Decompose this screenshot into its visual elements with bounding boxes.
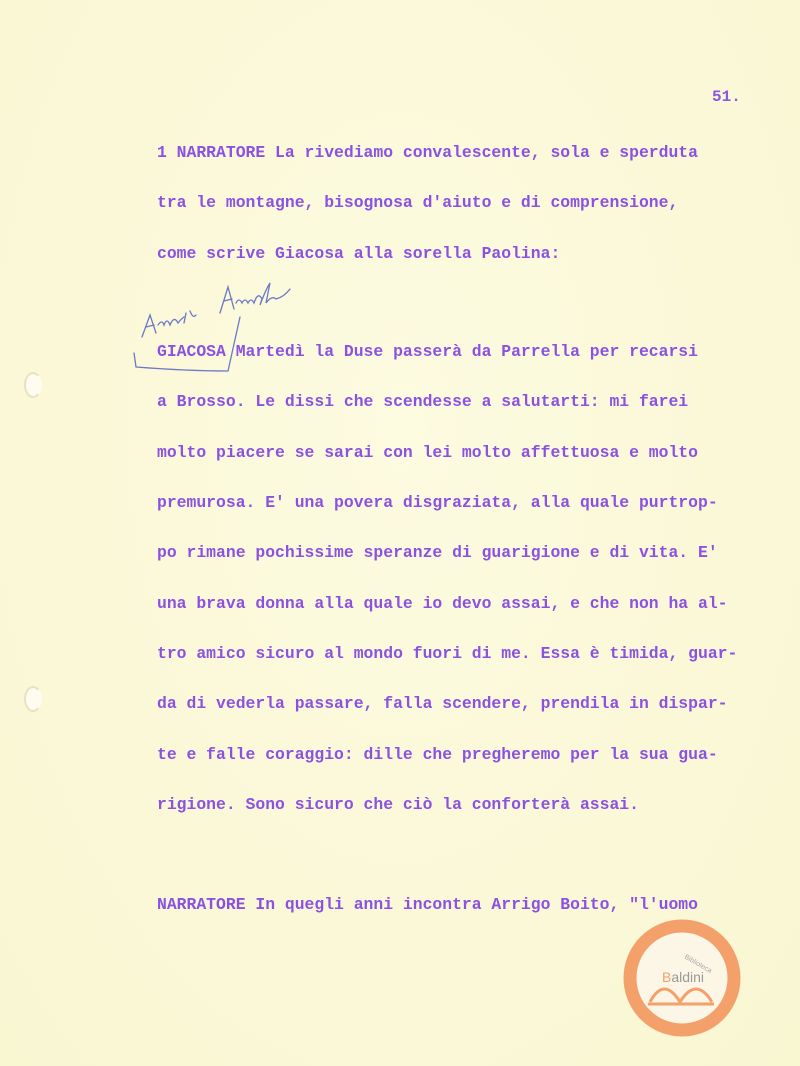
text-line: tra le montagne, bisognosa d'aiuto e di comprensione, [157, 193, 679, 212]
text-line: GIACOSA Martedì la Duse passerà da Parrella per recarsi [157, 342, 698, 361]
svg-text:Biblioteca: Biblioteca [683, 953, 713, 975]
text-line: da di vederla passare, falla scendere, prendila in dispar- [157, 694, 728, 713]
text-line: molto piacere se sarai con lei molto affettuosa e molto [157, 443, 698, 462]
text-line: tro amico sicuro al mondo fuori di me. Essa è timida, guar- [157, 644, 738, 663]
text-line: a Brosso. Le dissi che scendesse a salutarti: mi farei [157, 392, 689, 411]
text-line: po rimane pochissime speranze di guarigione e di vita. E' [157, 543, 718, 562]
punch-hole [24, 686, 42, 712]
text-line: premurosa. E' una povera disgraziata, alla quale purtrop- [157, 493, 718, 512]
text-line: una brava donna alla quale io devo assai, e che non ha al- [157, 594, 728, 613]
punch-hole [24, 372, 42, 398]
library-watermark-logo [622, 918, 742, 1038]
svg-text:Baldini: Baldini [662, 969, 705, 985]
text-line: NARRATORE In quegli anni incontra Arrigo Boito, "l'uomo [157, 895, 698, 914]
text-line: 1 NARRATORE La rivediamo convalescente, sola e sperduta [157, 143, 698, 162]
page-number: 51. [712, 88, 741, 106]
text-line: rigione. Sono sicuro che ciò la conforterà assai. [157, 795, 639, 814]
text-line: te e falle coraggio: dille che pregheremo per la sua gua- [157, 745, 718, 764]
text-line: come scrive Giacosa alla sorella Paolina: [157, 244, 561, 263]
